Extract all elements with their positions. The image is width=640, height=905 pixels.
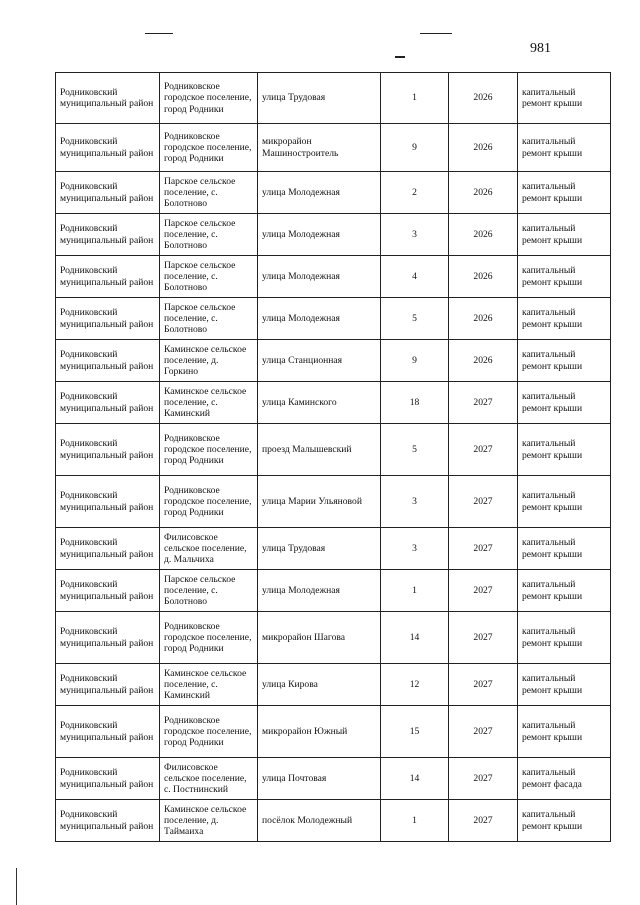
district-cell: Родниковский муниципальный район — [56, 340, 160, 382]
house-number-cell: 14 — [381, 612, 449, 664]
settlement-cell: Родниковское городское поселение, город Родники — [160, 476, 258, 528]
work-type-cell: капитальный ремонт крыши — [518, 256, 611, 298]
work-type-cell: капитальный ремонт крыши — [518, 706, 611, 758]
table-row — [56, 73, 611, 124]
settlement-cell: Родниковское городское поселение, город Родники — [160, 424, 258, 476]
settlement-cell: Филисовское сельское поселение, с. Постнинский — [160, 758, 258, 800]
year-cell: 2027 — [449, 800, 518, 842]
street-cell: улица Молодежная — [258, 214, 381, 256]
table-row — [56, 476, 611, 528]
year-cell: 2026 — [449, 124, 518, 172]
table-row — [56, 706, 611, 758]
house-number-cell: 18 — [381, 382, 449, 424]
street-cell: микрорайон Шагова — [258, 612, 381, 664]
settlement-cell: Парское сельское поселение, с. Болотново — [160, 256, 258, 298]
settlement-cell: Парское сельское поселение, с. Болотново — [160, 570, 258, 612]
year-cell: 2027 — [449, 758, 518, 800]
street-cell: посёлок Молодежный — [258, 800, 381, 842]
house-number-cell: 5 — [381, 424, 449, 476]
work-type-cell: капитальный ремонт крыши — [518, 800, 611, 842]
district-cell: Родниковский муниципальный район — [56, 758, 160, 800]
street-cell: улица Трудовая — [258, 73, 381, 124]
year-cell: 2026 — [449, 172, 518, 214]
district-cell: Родниковский муниципальный район — [56, 214, 160, 256]
table-row — [56, 124, 611, 172]
district-cell: Родниковский муниципальный район — [56, 256, 160, 298]
year-cell: 2026 — [449, 256, 518, 298]
work-type-cell: капитальный ремонт крыши — [518, 214, 611, 256]
street-cell: улица Марии Ульяновой — [258, 476, 381, 528]
work-type-cell: капитальный ремонт крыши — [518, 612, 611, 664]
house-number-cell: 1 — [381, 570, 449, 612]
work-type-cell: капитальный ремонт фасада — [518, 758, 611, 800]
house-number-cell: 3 — [381, 214, 449, 256]
table-row — [56, 800, 611, 842]
district-cell: Родниковский муниципальный район — [56, 800, 160, 842]
street-cell: микрорайон Южный — [258, 706, 381, 758]
scan-artifact-line — [145, 33, 173, 34]
scan-artifact-line — [420, 33, 452, 34]
house-number-cell: 4 — [381, 256, 449, 298]
house-number-cell: 1 — [381, 800, 449, 842]
house-number-cell: 3 — [381, 476, 449, 528]
settlement-cell: Каминское сельское поселение, с. Каминский — [160, 664, 258, 706]
district-cell: Родниковский муниципальный район — [56, 124, 160, 172]
house-number-cell: 14 — [381, 758, 449, 800]
settlement-cell: Парское сельское поселение, с. Болотново — [160, 214, 258, 256]
table-row — [56, 298, 611, 340]
year-cell: 2027 — [449, 424, 518, 476]
district-cell: Родниковский муниципальный район — [56, 73, 160, 124]
settlement-cell: Филисовское сельское поселение, д. Мальчиха — [160, 528, 258, 570]
settlement-cell: Каминское сельское поселение, д. Горкино — [160, 340, 258, 382]
year-cell: 2026 — [449, 340, 518, 382]
year-cell: 2026 — [449, 298, 518, 340]
settlement-cell: Парское сельское поселение, с. Болотново — [160, 172, 258, 214]
table-row — [56, 612, 611, 664]
work-type-cell: капитальный ремонт крыши — [518, 172, 611, 214]
settlement-cell: Каминское сельское поселение, с. Каминский — [160, 382, 258, 424]
street-cell: улица Молодежная — [258, 172, 381, 214]
work-type-cell: капитальный ремонт крыши — [518, 124, 611, 172]
district-cell: Родниковский муниципальный район — [56, 664, 160, 706]
street-cell: улица Кирова — [258, 664, 381, 706]
table-row — [56, 172, 611, 214]
settlement-cell: Родниковское городское поселение, город Родники — [160, 124, 258, 172]
work-type-cell: капитальный ремонт крыши — [518, 340, 611, 382]
housing-repair-table — [55, 72, 611, 842]
table-row — [56, 758, 611, 800]
street-cell: улица Молодежная — [258, 256, 381, 298]
year-cell: 2027 — [449, 612, 518, 664]
work-type-cell: капитальный ремонт крыши — [518, 570, 611, 612]
settlement-cell: Парское сельское поселение, с. Болотново — [160, 298, 258, 340]
year-cell: 2027 — [449, 570, 518, 612]
work-type-cell: капитальный ремонт крыши — [518, 528, 611, 570]
street-cell: микрорайон Машиностроитель — [258, 124, 381, 172]
street-cell: улица Трудовая — [258, 528, 381, 570]
district-cell: Родниковский муниципальный район — [56, 298, 160, 340]
street-cell: улица Почтовая — [258, 758, 381, 800]
table-row — [56, 664, 611, 706]
settlement-cell: Родниковское городское поселение, город Родники — [160, 706, 258, 758]
settlement-cell: Родниковское городское поселение, город Родники — [160, 73, 258, 124]
work-type-cell: капитальный ремонт крыши — [518, 382, 611, 424]
work-type-cell: капитальный ремонт крыши — [518, 73, 611, 124]
house-number-cell: 3 — [381, 528, 449, 570]
district-cell: Родниковский муниципальный район — [56, 706, 160, 758]
street-cell: улица Молодежная — [258, 570, 381, 612]
district-cell: Родниковский муниципальный район — [56, 476, 160, 528]
street-cell: улица Каминского — [258, 382, 381, 424]
year-cell: 2027 — [449, 476, 518, 528]
table-row — [56, 340, 611, 382]
street-cell: улица Молодежная — [258, 298, 381, 340]
year-cell: 2027 — [449, 664, 518, 706]
settlement-cell: Родниковское городское поселение, город Родники — [160, 612, 258, 664]
house-number-cell: 9 — [381, 124, 449, 172]
district-cell: Родниковский муниципальный район — [56, 424, 160, 476]
work-type-cell: капитальный ремонт крыши — [518, 424, 611, 476]
year-cell: 2027 — [449, 706, 518, 758]
table-row — [56, 528, 611, 570]
table-row — [56, 256, 611, 298]
work-type-cell: капитальный ремонт крыши — [518, 298, 611, 340]
street-cell: проезд Малышевский — [258, 424, 381, 476]
year-cell: 2026 — [449, 73, 518, 124]
table-row — [56, 382, 611, 424]
street-cell: улица Станционная — [258, 340, 381, 382]
work-type-cell: капитальный ремонт крыши — [518, 664, 611, 706]
scan-margin-line — [16, 868, 17, 905]
house-number-cell: 15 — [381, 706, 449, 758]
settlement-cell: Каминское сельское поселение, д. Таймаиха — [160, 800, 258, 842]
house-number-cell: 12 — [381, 664, 449, 706]
district-cell: Родниковский муниципальный район — [56, 612, 160, 664]
house-number-cell: 5 — [381, 298, 449, 340]
house-number-cell: 1 — [381, 73, 449, 124]
table-row — [56, 570, 611, 612]
district-cell: Родниковский муниципальный район — [56, 528, 160, 570]
year-cell: 2026 — [449, 214, 518, 256]
table-row — [56, 424, 611, 476]
year-cell: 2027 — [449, 528, 518, 570]
district-cell: Родниковский муниципальный район — [56, 570, 160, 612]
table-body — [56, 73, 611, 842]
scan-artifact-mark — [395, 56, 405, 58]
page-number: 981 — [530, 41, 551, 56]
house-number-cell: 2 — [381, 172, 449, 214]
district-cell: Родниковский муниципальный район — [56, 382, 160, 424]
work-type-cell: капитальный ремонт крыши — [518, 476, 611, 528]
table-row — [56, 214, 611, 256]
district-cell: Родниковский муниципальный район — [56, 172, 160, 214]
house-number-cell: 9 — [381, 340, 449, 382]
year-cell: 2027 — [449, 382, 518, 424]
